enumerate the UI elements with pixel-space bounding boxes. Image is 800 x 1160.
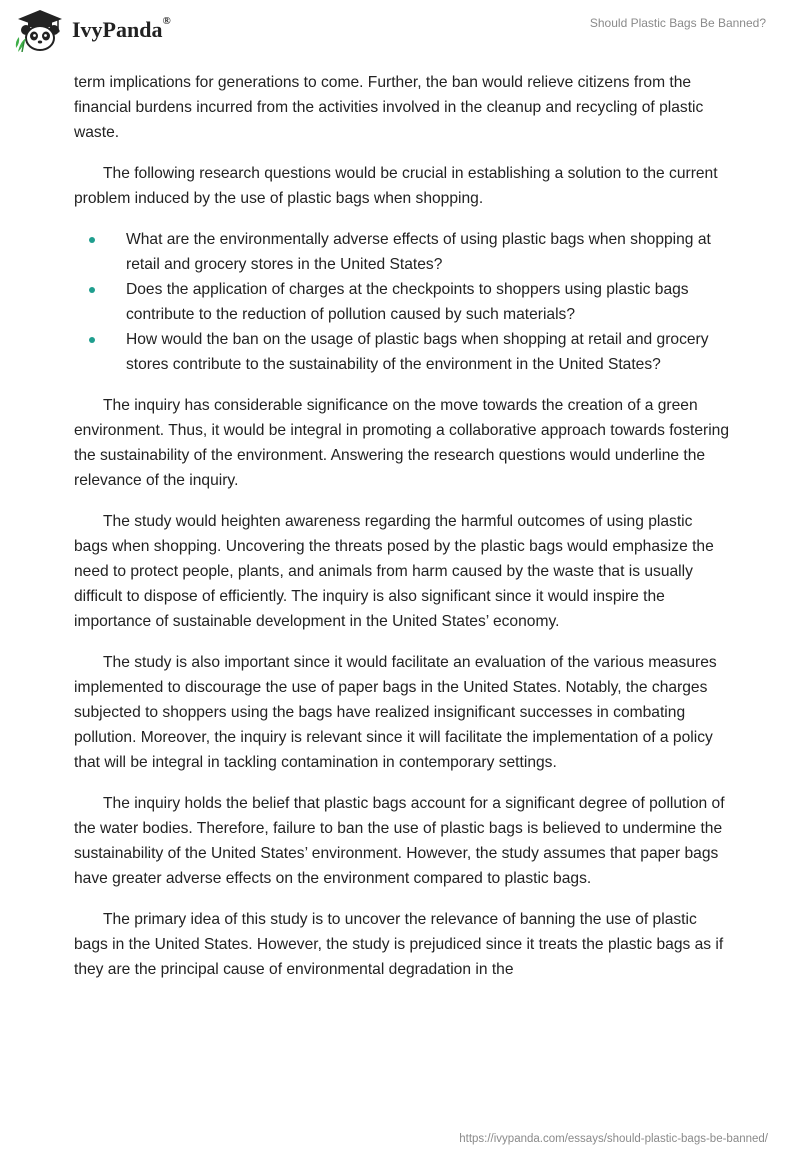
paragraph: The inquiry holds the belief that plastic bags account for a significant degree of pollution of the water bodies. Therefore, failure to ban the use of plastic bags is believed to undermine the sustainability of the United States’ environment. However, the study assumes that paper bags have greater adverse effects on the environment compared to plastic bags. — [74, 795, 725, 887]
panda-graduate-icon — [14, 8, 66, 52]
list-item-text: What are the environmentally adverse effects of using plastic bags when shopping at retail and grocery stores in the United States? — [126, 231, 711, 273]
source-url[interactable]: https://ivypanda.com/essays/should-plastic-bags-be-banned/ — [459, 1133, 768, 1145]
bullet-icon — [89, 237, 95, 243]
ivypanda-logo[interactable] — [14, 8, 171, 52]
paragraph: term implications for generations to come. Further, the ban would relieve citizens from the financial burdens incurred from the activities involved in the cleanup and recycling of plastic waste. — [74, 74, 704, 141]
list-item — [74, 227, 730, 277]
paragraph: The study would heighten awareness regarding the harmful outcomes of using plastic bags when shopping. Uncovering the threats posed by the plastic bags would emphasize the need to protect people, plants, and animals from harm caused by the waste that is usually difficult to dispose of efficiently. The inquiry is also significant since it would inspire the importance of sustainable development in the United States’ economy. — [74, 513, 714, 630]
logo-text: IvyPanda® — [72, 15, 171, 42]
list-item-text: Does the application of charges at the checkpoints to shoppers using plastic bags contribute to the reduction of pollution caused by such materials? — [126, 281, 689, 323]
list-item — [74, 327, 730, 377]
page-header — [0, 0, 800, 70]
list-item — [74, 277, 730, 327]
essay-body — [74, 70, 730, 998]
bullet-icon — [89, 337, 95, 343]
paragraph: The study is also important since it would facilitate an evaluation of the various measures implemented to discourage the use of paper bags in the United States. Notably, the charges subjected to shoppers using the bags have realized insignificant successes in combating pollution. Moreover, the inquiry is relevant since it will facilitate the implementation of a policy that will be integral in tackling contamination in contemporary settings. — [74, 654, 717, 771]
paragraph: The inquiry has considerable significance on the move towards the creation of a green environment. Thus, it would be integral in promoting a collaborative approach towards fostering the sustainability of the environment. Answering the research questions would underline the relevance of the inquiry. — [74, 397, 730, 489]
paragraph: The primary idea of this study is to uncover the relevance of banning the use of plastic bags in the United States. However, the study is prejudiced since it treats the plastic bags as if they are the principal cause of environmental degradation in the — [74, 911, 724, 978]
paragraph: The following research questions would be crucial in establishing a solution to the current problem induced by the use of plastic bags when shopping. — [74, 165, 718, 207]
registered-mark: ® — [162, 15, 171, 27]
document-title: Should Plastic Bags Be Banned? — [589, 16, 766, 30]
list-item-text: How would the ban on the usage of plastic bags when shopping at retail and grocery stores contribute to the sustainability of the environment in the United States? — [126, 331, 709, 373]
research-questions-list — [74, 227, 730, 377]
bullet-icon — [89, 287, 95, 293]
